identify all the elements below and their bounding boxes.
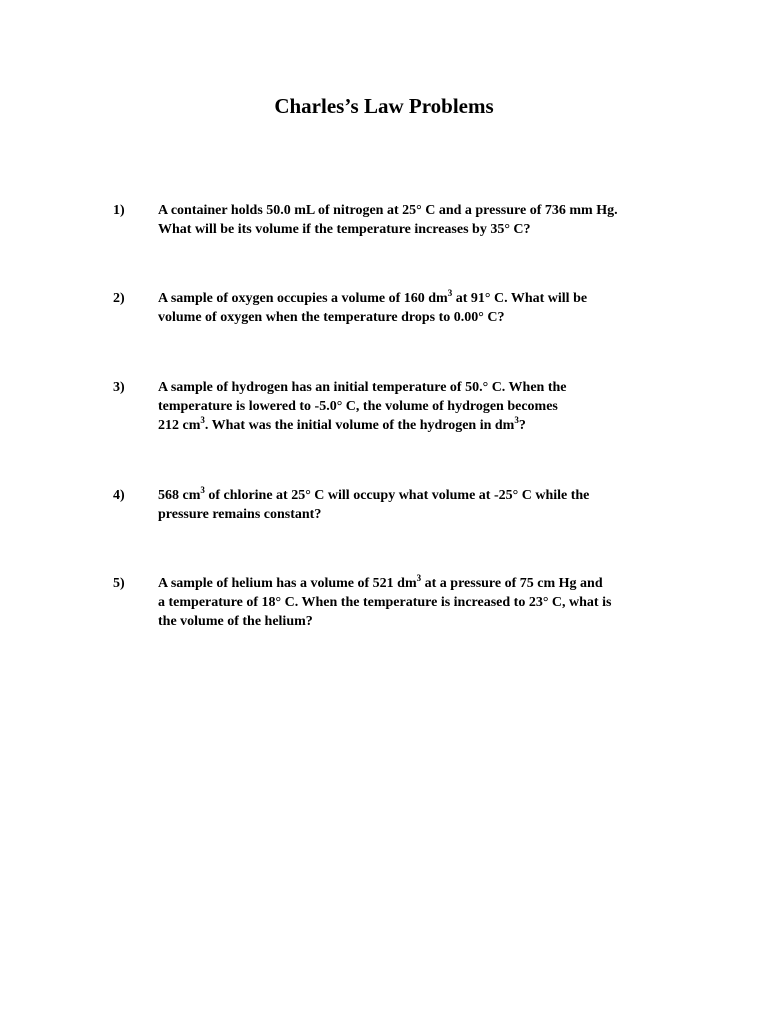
problem-line (158, 505, 678, 524)
superscript: 3 (447, 288, 453, 298)
text-run: 212 cm (158, 418, 201, 433)
problem-line (158, 612, 678, 631)
problem-line (158, 593, 678, 612)
problem-line (158, 486, 678, 505)
problem-text (158, 486, 678, 524)
problem-line (158, 201, 678, 220)
problem-number: 4) (113, 488, 125, 503)
problem-text (158, 378, 678, 435)
text-run: . What was the initial volume of the hydrogen in dm (204, 418, 515, 433)
superscript: 3 (200, 415, 205, 425)
problem-line (158, 378, 678, 397)
text-run: temperature is lowered to -5.0° C, the volume of hydrogen becomes (158, 399, 558, 414)
problem-line (158, 220, 678, 239)
text-run: A container holds 50.0 mL of nitrogen at 25° C and a pressure of 736 mm Hg. (158, 203, 618, 218)
text-run: A sample of hydrogen has an initial temperature of 50.° C. When the (158, 380, 567, 395)
text-run: pressure remains constant? (158, 507, 322, 522)
problem-line (158, 289, 678, 308)
text-run: a temperature of 18° C. When the temperature is increased to 23° C, what is (158, 595, 612, 610)
text-run: of chlorine at 25° C will occupy what volume at -25° C while the (204, 488, 590, 503)
problem-text (158, 201, 678, 239)
problem-line (158, 416, 678, 435)
problem-number: 2) (113, 291, 125, 306)
text-run: A sample of oxygen occupies a volume of 160 dm (158, 291, 448, 306)
text-run: the volume of the helium? (158, 614, 313, 629)
problem-line (158, 397, 678, 416)
text-run: 568 cm (158, 488, 201, 503)
text-run: What will be its volume if the temperature increases by 35° C? (158, 222, 531, 237)
problem-text (158, 574, 678, 631)
problem-line (158, 308, 678, 327)
text-run: at a pressure of 75 cm Hg and (421, 576, 603, 591)
text-run: at 91° C. What will be (452, 291, 588, 306)
text-run: ? (518, 418, 526, 433)
superscript: 3 (514, 415, 519, 425)
page-title: Charles’s Law Problems (274, 94, 494, 118)
text-run: volume of oxygen when the temperature drops to 0.00° C? (158, 310, 505, 325)
problem-number: 1) (113, 203, 125, 218)
superscript: 3 (416, 573, 422, 583)
problem-line (158, 574, 678, 593)
text-run: A sample of helium has a volume of 521 dm (158, 576, 417, 591)
problem-text (158, 289, 678, 327)
problem-number: 3) (113, 380, 125, 395)
problem-number: 5) (113, 576, 125, 591)
superscript: 3 (200, 485, 205, 495)
